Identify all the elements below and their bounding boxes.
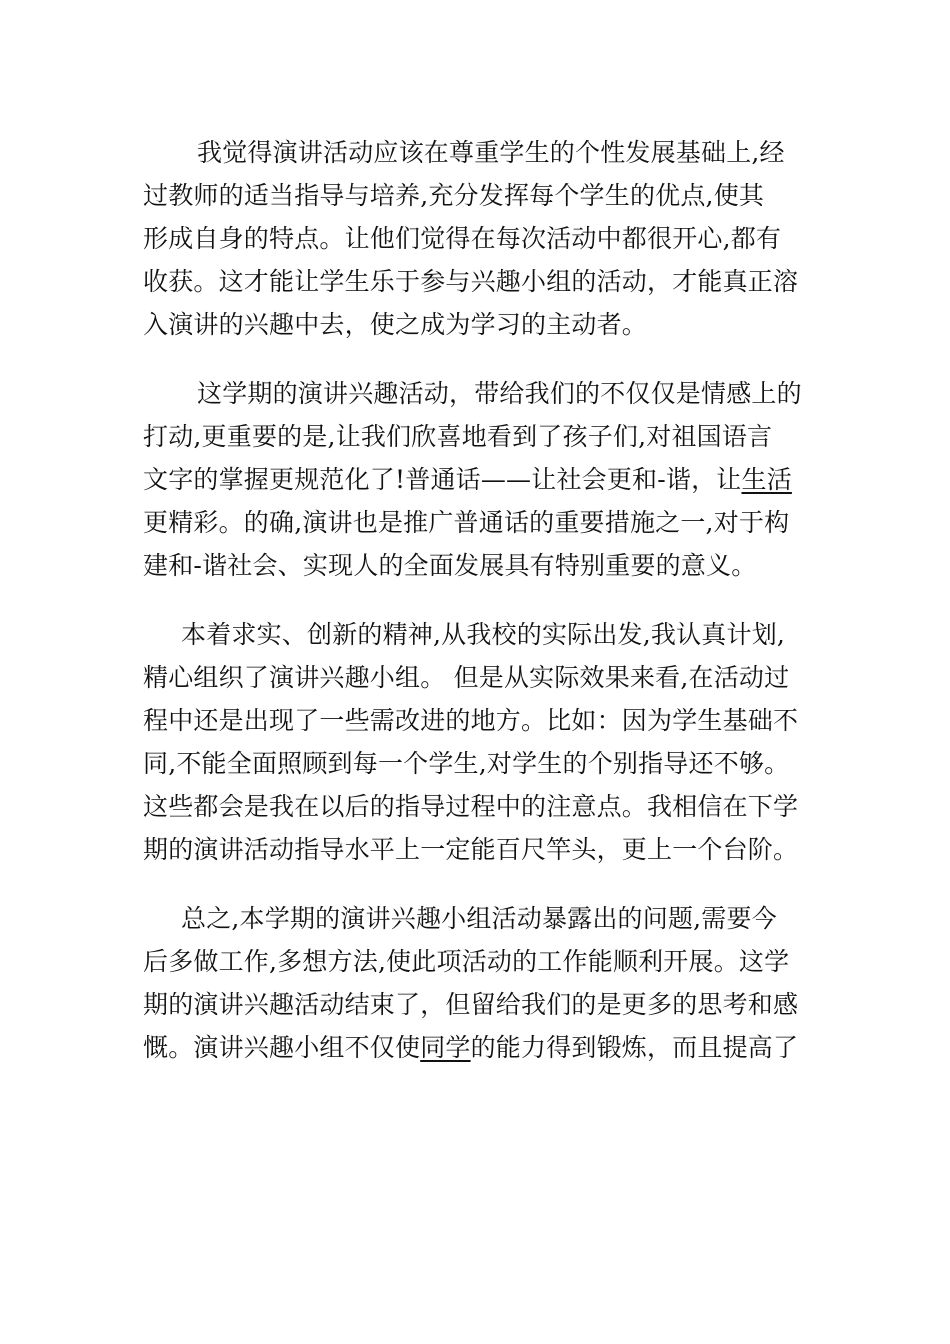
text-line: 本着求实、创新的精神,从我校的实际出发,我认真计划,	[181, 620, 786, 649]
text-line: 过教师的适当指导与培养,充分发挥每个学生的优点,使其	[143, 181, 765, 210]
paragraph-4	[143, 897, 813, 1069]
paragraph-2	[143, 372, 813, 587]
text-line: 这些都会是我在以后的指导过程中的注意点。我相信在下学	[143, 792, 799, 821]
text-segment: 文字的掌握更规范化了!普通话——让社会更和-谐，让	[143, 465, 742, 494]
text-line: 这学期的演讲兴趣活动，带给我们的不仅仅是情感上的	[197, 379, 802, 408]
text-line: 同,不能全面照顾到每一个学生,对学生的个别指导还不够。	[143, 749, 790, 778]
paragraph-1	[143, 131, 813, 346]
text-line: 收获。这才能让学生乐于参与兴趣小组的活动，才能真正溶	[143, 267, 799, 296]
underlined-link-tongxue[interactable]: 同学	[420, 1033, 471, 1062]
paragraph-3	[143, 613, 813, 871]
text-line: 期的演讲兴趣活动结束了，但留给我们的是更多的思考和感	[143, 990, 799, 1019]
text-line: 总之,本学期的演讲兴趣小组活动暴露出的问题,需要今	[181, 904, 777, 933]
text-segment: 慨。演讲兴趣小组不仅使	[143, 1033, 421, 1062]
underlined-link-shenghuo[interactable]: 生活	[741, 465, 792, 494]
text-line: 入演讲的兴趣中去，使之成为学习的主动者。	[143, 310, 648, 339]
text-segment: 的能力得到锻炼，而且提高了	[470, 1033, 799, 1062]
text-line: 打动,更重要的是,让我们欣喜地看到了孩子们,对祖国语言	[143, 422, 773, 451]
text-line: 后多做工作,多想方法,使此项活动的工作能顺利开展。这学	[143, 947, 790, 976]
document-body	[143, 131, 813, 1095]
text-line: 建和-谐社会、实现人的全面发展具有特别重要的意义。	[143, 551, 757, 580]
text-line: 程中还是出现了一些需改进的地方。比如：因为学生基础不	[143, 706, 799, 735]
text-line: 更精彩。的确,演讲也是推广普通话的重要措施之一,对于构	[143, 508, 790, 537]
text-line	[143, 458, 813, 501]
text-line: 我觉得演讲活动应该在尊重学生的个性发展基础上,经	[197, 138, 785, 167]
text-line: 期的演讲活动指导水平上一定能百尺竿头，更上一个台阶。	[143, 835, 799, 864]
text-line: 精心组织了演讲兴趣小组。 但是从实际效果来看,在活动过	[143, 663, 790, 692]
text-line	[143, 1026, 813, 1069]
text-line: 形成自身的特点。让他们觉得在每次活动中都很开心,都有	[143, 224, 782, 253]
